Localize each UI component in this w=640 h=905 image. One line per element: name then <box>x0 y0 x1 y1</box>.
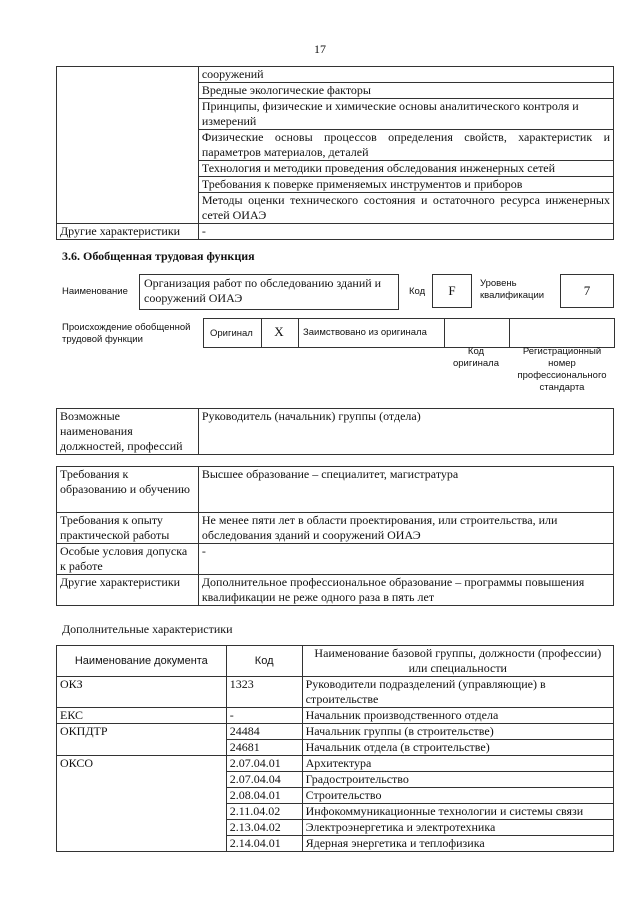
doc-cell: ОКСО <box>57 756 227 852</box>
table-row <box>57 677 614 708</box>
name-cell: Начальник производственного отдела <box>302 708 613 724</box>
table-label: Особые условия допуска к работе <box>57 544 199 575</box>
code-label: Код <box>409 286 426 297</box>
table-header-row <box>57 646 614 677</box>
code-cell: 2.07.04.01 <box>226 756 302 772</box>
level-value: 7 <box>560 274 614 308</box>
borrowed-label: Заимствовано из оригинала <box>303 327 427 338</box>
doc-cell: ЕКС <box>57 708 227 724</box>
code-cell: 2.14.04.01 <box>226 836 302 852</box>
table-row <box>57 756 614 772</box>
code-cell: 2.13.04.02 <box>226 820 302 836</box>
table-row <box>57 575 614 606</box>
table-row <box>57 224 614 240</box>
header-doc: Наименование документа <box>57 646 227 677</box>
code-cell: 1323 <box>226 677 302 708</box>
code-cell: 2.08.04.01 <box>226 788 302 804</box>
table-cell: Принципы, физические и химические основы аналитического контроля и измерений <box>198 99 613 130</box>
table-row <box>57 708 614 724</box>
header-name: Наименование базовой группы, должности (профессии) или специальности <box>302 646 613 677</box>
positions-table <box>56 408 614 455</box>
table-row <box>57 67 614 83</box>
table-cell: Не менее пяти лет в области проектирования, или строительства, или обследования зданий и сооружений ОИАЭ <box>198 513 613 544</box>
name-label: Наименование <box>62 286 128 297</box>
code-caption: Код оригинала <box>452 346 499 369</box>
table-label: Другие характеристики <box>57 575 199 606</box>
table-cell: Вредные экологические факторы <box>198 83 613 99</box>
table-cell: Высшее образование – специалитет, магистратура <box>198 467 613 513</box>
doc-cell: ОКПДТР <box>57 724 227 756</box>
table-label: Требования к опыту практической работы <box>57 513 199 544</box>
table-cell: Требования к поверке применяемых инструментов и приборов <box>198 177 613 193</box>
origin-label: Происхождение обобщенной трудовой функции <box>62 322 191 345</box>
code-cell: 24681 <box>226 740 302 756</box>
table-row <box>57 724 614 740</box>
header-code: Код <box>226 646 302 677</box>
code-cell: 24484 <box>226 724 302 740</box>
section-title: 3.6. Обобщенная трудовая функция <box>62 249 255 263</box>
page-number: 17 <box>314 42 326 56</box>
code-value: F <box>432 274 472 308</box>
top-table <box>56 66 614 240</box>
original-mark: X <box>274 324 284 339</box>
table-cell: Методы оценки технического состояния и остаточного ресурса инженерных сетей ОИАЭ <box>198 193 613 224</box>
name-cell: Инфокоммуникационные технологии и системы связи <box>302 804 613 820</box>
requirements-table <box>56 466 614 606</box>
code-cell: - <box>226 708 302 724</box>
original-label: Оригинал <box>210 328 253 339</box>
table-row <box>57 513 614 544</box>
table-cell: Технология и методики проведения обследования инженерных сетей <box>198 161 613 177</box>
extra-table <box>56 645 614 852</box>
doc-cell: ОКЗ <box>57 677 227 708</box>
name-cell: Начальник группы (в строительстве) <box>302 724 613 740</box>
extra-title: Дополнительные характеристики <box>62 622 233 636</box>
reg-caption: Регистрационный номер профессионального стандарта <box>517 346 607 393</box>
table-label: Другие характеристики <box>57 224 199 240</box>
table-row <box>57 544 614 575</box>
name-cell: Руководители подразделений (управляющие) в строительстве <box>302 677 613 708</box>
table-cell: - <box>198 544 613 575</box>
table-label: Требования к образованию и обучению <box>57 467 199 513</box>
name-cell: Строительство <box>302 788 613 804</box>
name-cell: Начальник отдела (в строительстве) <box>302 740 613 756</box>
name-cell: Архитектура <box>302 756 613 772</box>
table-cell: Руководитель (начальник) группы (отдела) <box>198 409 613 455</box>
name-value: Организация работ по обследованию зданий и сооружений ОИАЭ <box>139 274 399 310</box>
code-cell: 2.07.04.04 <box>226 772 302 788</box>
name-cell: Градостроительство <box>302 772 613 788</box>
table-cell: Дополнительное профессиональное образование – программы повышения квалификации не реже одного раза в пять лет <box>198 575 613 606</box>
table-cell: - <box>198 224 613 240</box>
table-cell: Физические основы процессов определения свойств, характеристик и параметров материалов, деталей <box>198 130 613 161</box>
code-cell: 2.11.04.02 <box>226 804 302 820</box>
name-cell: Электроэнергетика и электротехника <box>302 820 613 836</box>
table-label: Возможные наименования должностей, профессий <box>57 409 199 455</box>
table-cell: сооружений <box>198 67 613 83</box>
table-row <box>57 409 614 455</box>
table-row <box>57 467 614 513</box>
name-cell: Ядерная энергетика и теплофизика <box>302 836 613 852</box>
level-label: Уровень квалификации <box>480 278 545 301</box>
